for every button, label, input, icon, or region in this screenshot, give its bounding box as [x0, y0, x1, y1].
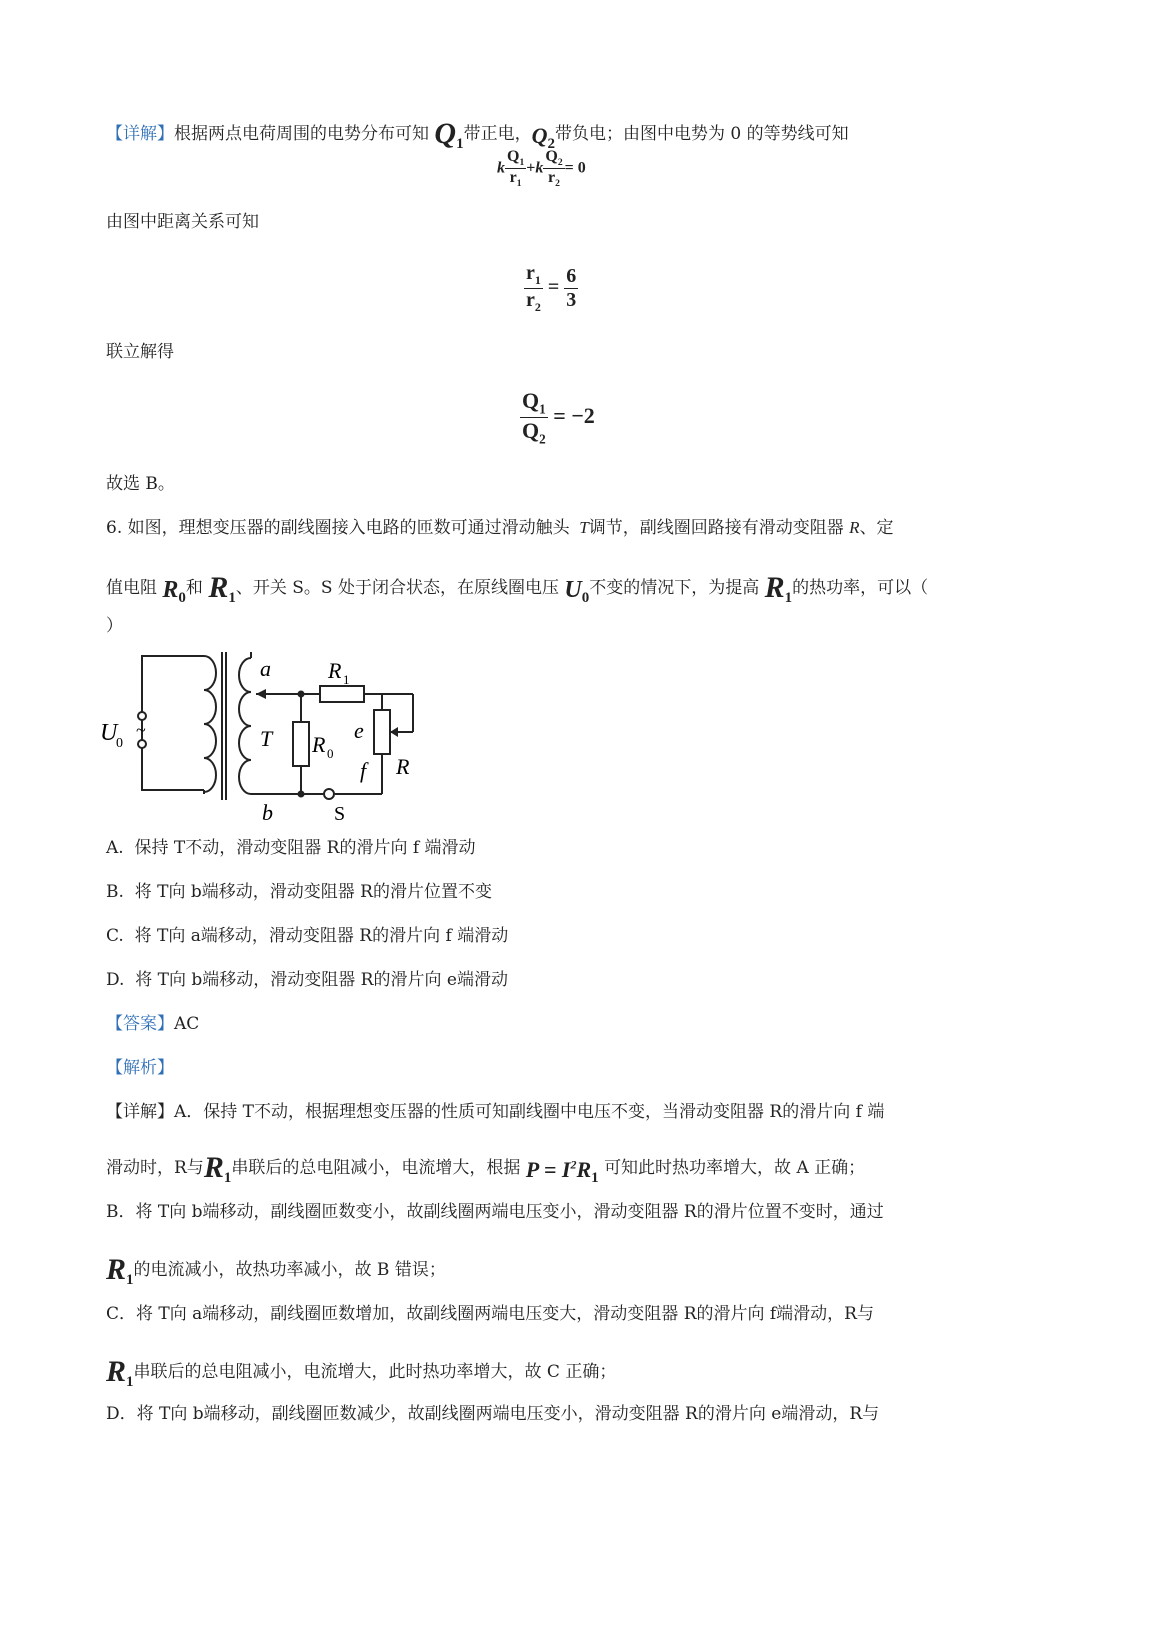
option-text: 将 T向 b端移动，滑动变阻器 R的滑片向 e端滑动 [135, 970, 508, 990]
answer-label: 【答案】 [106, 1014, 174, 1034]
option-text: 将 T向 b端移动，滑动变阻器 R的滑片位置不变 [134, 882, 492, 902]
question-symbol-t: T [575, 518, 589, 537]
question-text-6: 、开关 S。S 处于闭合状态，在原线圈电压 [235, 578, 559, 598]
option-letter: B. [106, 882, 124, 902]
detail-c-line-2 [106, 1354, 616, 1391]
answer-value: AC [174, 1014, 200, 1034]
distance-line: 由图中距离关系可知 [106, 212, 259, 232]
r0-symbol: $R_0$ [162, 577, 186, 606]
answer-line [106, 1014, 199, 1034]
detail-a-text-4: 可知此时热功率增大，故 A 正确； [604, 1158, 866, 1178]
t-label: T [260, 726, 273, 751]
option-d [106, 970, 508, 990]
r1-symbol-2: $R_1$ [764, 571, 793, 606]
equation-1: k $\frac{Q_1}{r_1}$ +k $\frac{Q_2}{r_2}$ = 0 [497, 148, 586, 190]
u0-label: U [100, 720, 118, 746]
option-letter: D. [106, 970, 125, 990]
question-line-1 [106, 518, 894, 538]
r1-sub-label: 1 [343, 672, 350, 687]
option-letter: A. [106, 838, 124, 858]
detail-b-text-2: 的电流减小，故热功率减小，故 B 错误； [133, 1260, 446, 1280]
detail-a-text-3: 串联后的总电阻减小，电流增大，根据 [231, 1158, 521, 1178]
r0-label: R [312, 732, 326, 757]
e-label: e [354, 718, 364, 743]
question-text-4: 值电阻 [106, 578, 157, 598]
detail-label: 【详解】 [106, 124, 174, 144]
option-text: 保持 T不动，滑动变阻器 R的滑片向 f 端滑动 [134, 838, 476, 858]
power-formula: $P = I^2R_1$ [525, 1157, 599, 1186]
s-label: S [334, 803, 346, 825]
detail-c-text-2: 串联后的总电阻减小，电流增大，此时热功率增大，故 C 正确； [133, 1362, 617, 1382]
question-line-2 [106, 570, 928, 607]
tilde-label: ~ [136, 720, 146, 740]
detail-label-2: 【详解】 [106, 1102, 174, 1122]
question-line-3: ） [106, 616, 123, 636]
solve-line: 联立解得 [106, 342, 174, 362]
r1-symbol-4: $R_1$ [106, 1253, 134, 1288]
question-text-5: 和 [185, 578, 203, 598]
q1-symbol: $Q_1$ [434, 117, 464, 152]
intro-text-2: 带正电， [463, 124, 532, 144]
circuit-diagram [96, 648, 426, 828]
intro-line [106, 116, 849, 153]
choose-line: 故选 B。 [106, 474, 175, 494]
option-b [106, 882, 492, 902]
r1-symbol-3: $R_1$ [203, 1151, 232, 1186]
r-label: R [396, 754, 410, 779]
intro-text-1: 根据两点电荷周围的电势分布可知 [174, 124, 429, 144]
r1-symbol: $R_1$ [208, 571, 236, 606]
u0-sub-label: 0 [116, 736, 123, 751]
question-number: 6. [106, 518, 123, 538]
detail-d-line-1: D．将 T向 b端移动，副线圈匝数减少，故副线圈两端电压变小，滑动变阻器 R的滑片向 e端滑动，R与 [106, 1404, 880, 1424]
equation-2: $\frac{r_1}{r_2}$ = $\frac{6}{3}$ [526, 262, 577, 314]
equation-3: $\frac{Q_1}{Q_2}$ = −2 [522, 388, 595, 447]
q2-symbol: $Q_2$ [531, 123, 555, 152]
r1-symbol-5: $R_1$ [106, 1355, 134, 1390]
detail-b-line-2 [106, 1252, 446, 1289]
u0-symbol: $U_0$ [564, 577, 590, 606]
question-text-7: 不变的情况下，为提高 [589, 578, 760, 598]
question-symbol-r: R [849, 518, 860, 537]
r0-sub-label: 0 [327, 746, 334, 761]
option-c [106, 926, 508, 946]
detail-b-line-1: B．将 T向 b端移动，副线圈匝数变小，故副线圈两端电压变小，滑动变阻器 R的滑片位置不变时，通过 [106, 1202, 884, 1222]
a-label: a [260, 656, 271, 681]
question-text-3: 、定 [859, 518, 894, 538]
option-text: 将 T向 a端移动，滑动变阻器 R的滑片向 f 端滑动 [134, 926, 509, 946]
analysis-label: 【解析】 [106, 1058, 174, 1078]
question-text-8: 的热功率，可以（ [792, 578, 929, 598]
intro-text-3: 带负电；由图中电势为 0 的等势线可知 [554, 124, 849, 144]
question-text-1: 如图，理想变压器的副线圈接入电路的匝数可通过滑动触头 [127, 518, 570, 538]
detail-a-text-2: 滑动时，R与 [106, 1158, 204, 1178]
detail-c-line-1: C．将 T向 a端移动，副线圈匝数增加，故副线圈两端电压变大，滑动变阻器 R的滑片向 f端滑动，R与 [106, 1304, 874, 1324]
detail-a-line-2 [106, 1150, 865, 1187]
r1-label: R [328, 658, 342, 683]
b-label: b [262, 800, 273, 825]
detail-a-line-1 [106, 1102, 884, 1122]
question-text-2: 调节，副线圈回路接有滑动变阻器 [588, 518, 844, 538]
detail-a-text-1: A．保持 T不动，根据理想变压器的性质可知副线圈中电压不变，当滑动变阻器 R的滑片向 f 端 [174, 1102, 885, 1122]
f-label: f [360, 758, 367, 783]
option-a [106, 838, 476, 858]
option-letter: C. [106, 926, 124, 946]
